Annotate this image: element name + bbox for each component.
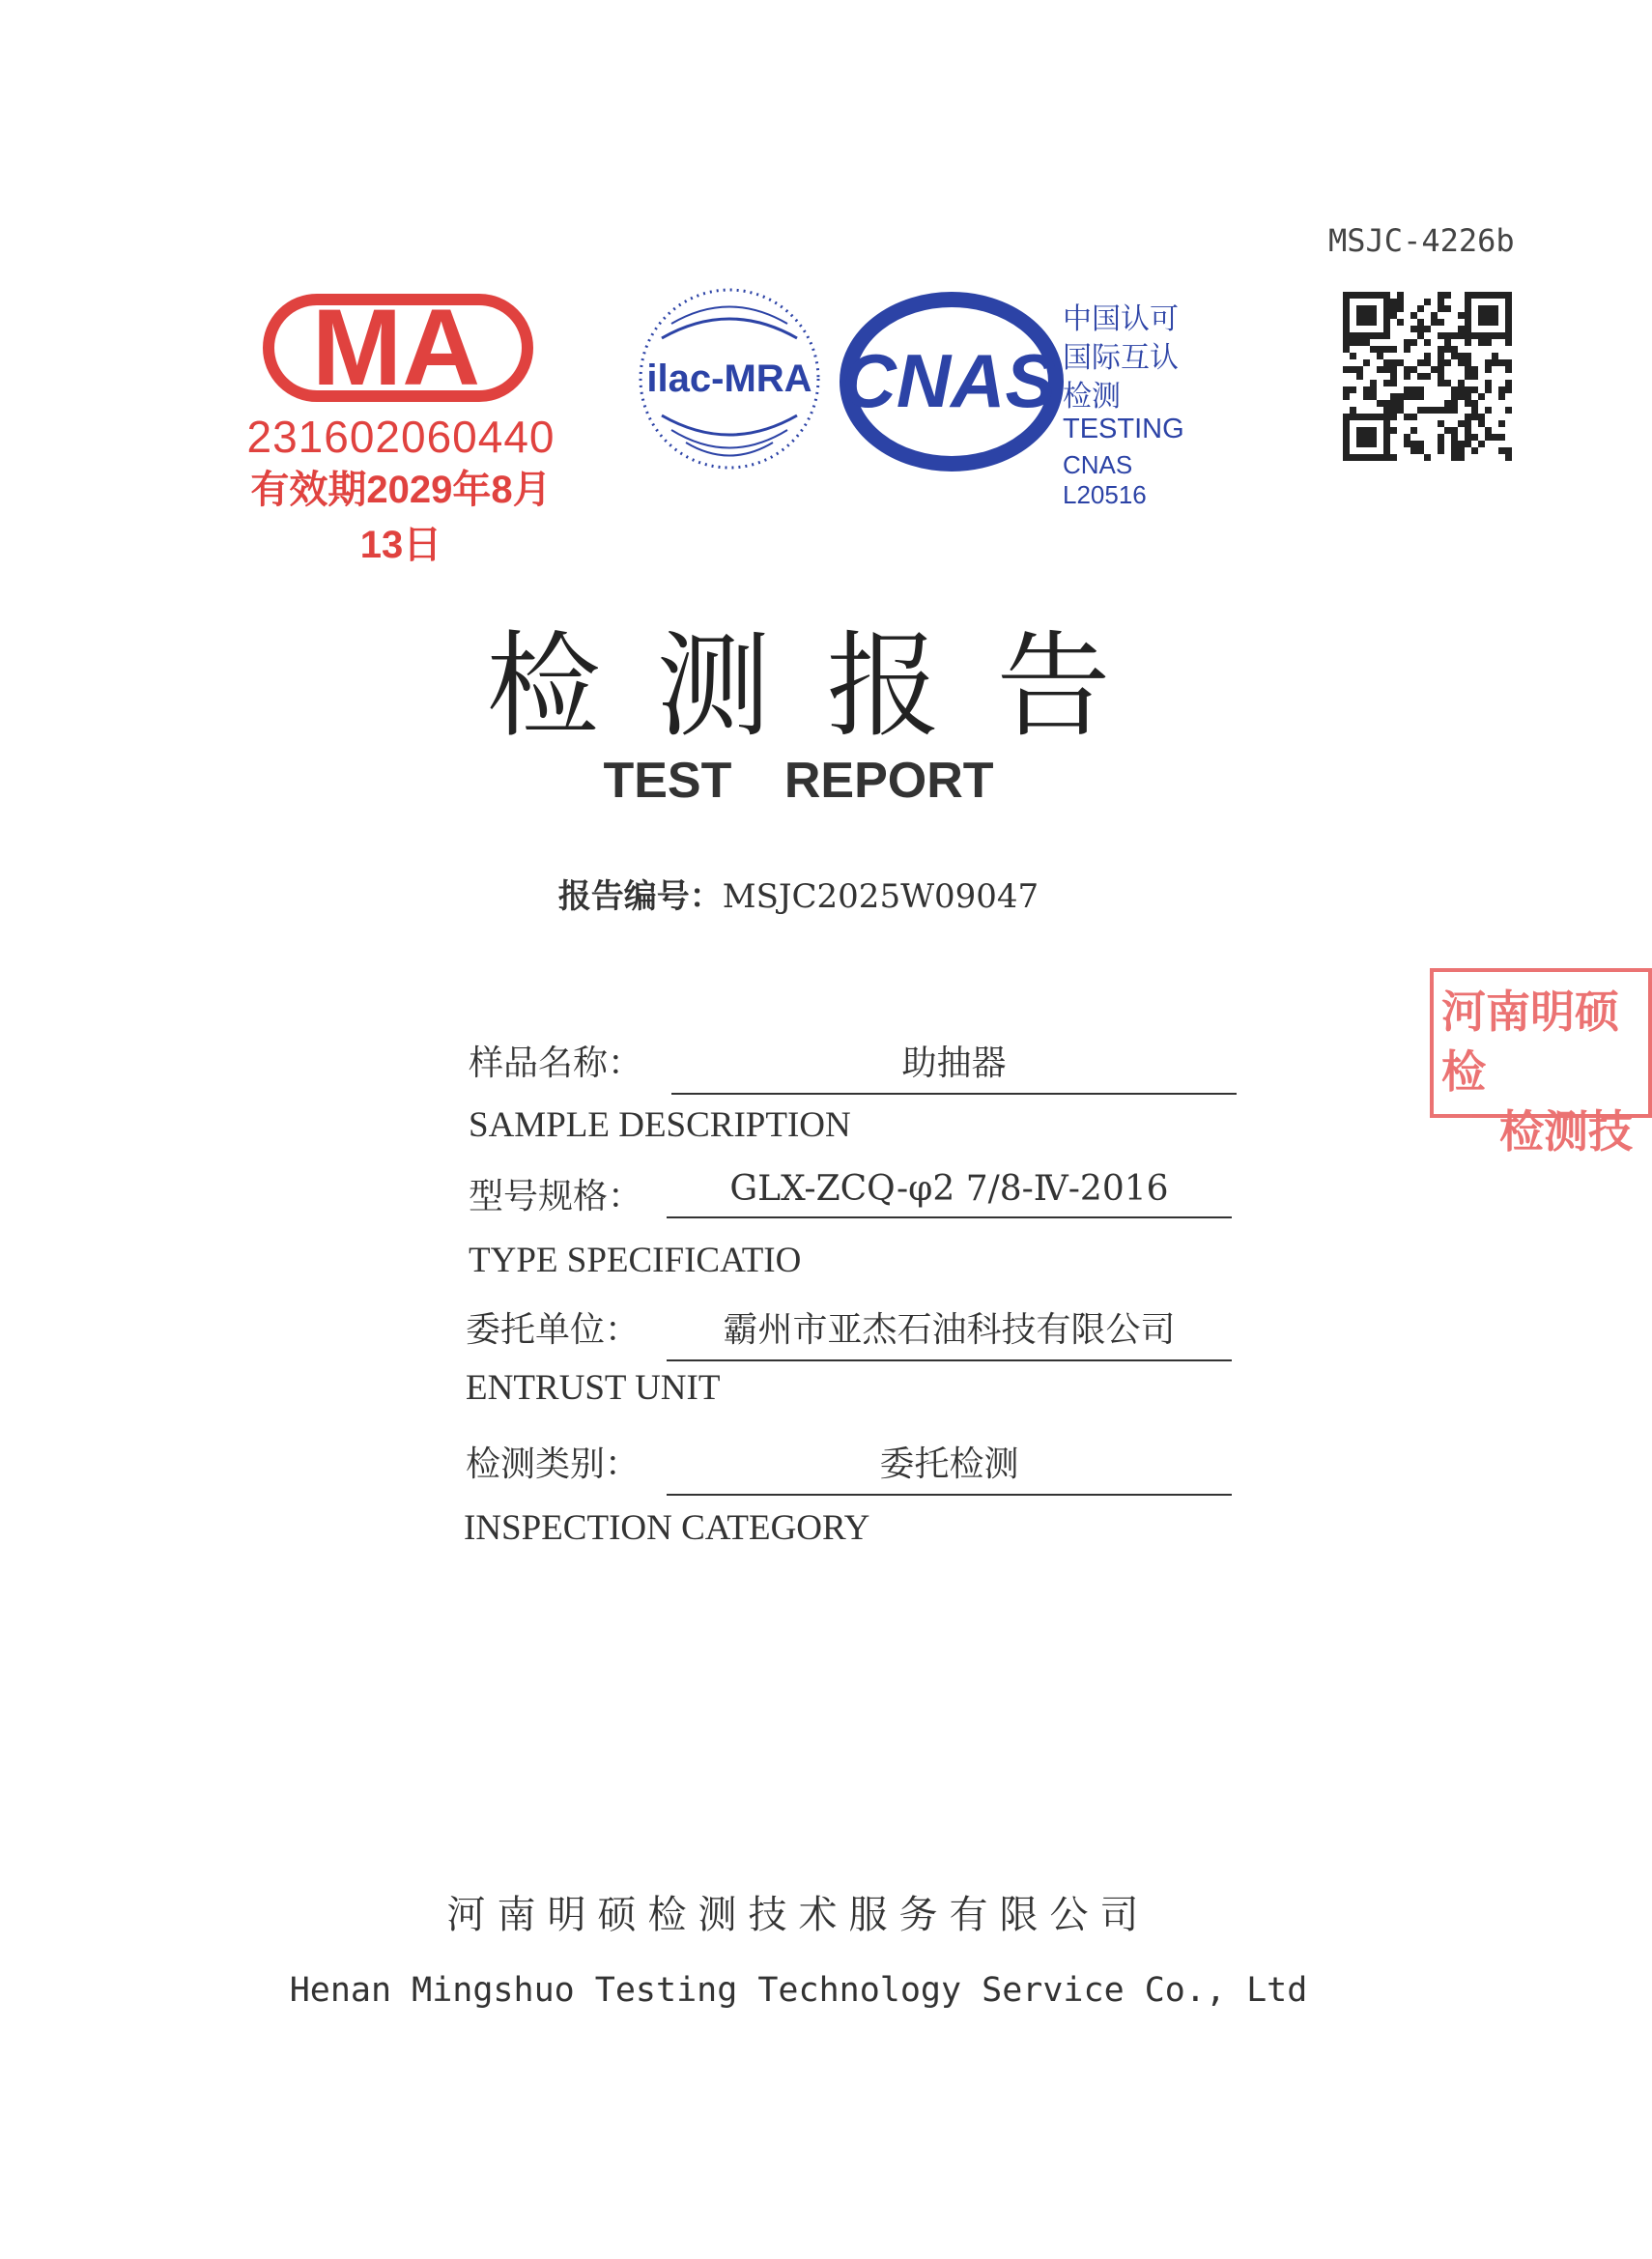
entrust-unit-value: 霸州市亚杰石油科技有限公司 [667,1302,1232,1361]
inspection-category-label-en: INSPECTION CATEGORY [464,1508,870,1548]
cnas-logo-text: CNAS [841,338,1056,423]
ilac-logo-text: ilac-MRA [646,357,812,400]
model-spec-value: GLX-ZCQ-φ2 7/8-Ⅳ-2016 [667,1169,1232,1218]
model-spec-label-en: TYPE SPECIFICATIO [469,1241,802,1280]
entrust-unit-label-en: ENTRUST UNIT [466,1368,721,1408]
inspection-category-label: 检测类别： [466,1444,641,1484]
page-title: 检测报告 [486,619,1167,753]
sample-name-label: 样品名称： [469,1044,643,1083]
cma-validity: 有效期2029年8月13日 [250,469,552,566]
entrust-unit-label: 委托单位： [466,1310,641,1350]
cnas-line-1: 中国认可 [1063,303,1179,335]
stamp-line-2: 检测技 [1499,1105,1633,1158]
report-number [0,870,1597,917]
sample-name-label-en: SAMPLE DESCRIPTION [469,1105,851,1145]
inspection-category-value: 委托检测 [667,1437,1232,1496]
cnas-line-3: 检测 [1063,381,1121,413]
cnas-logo [840,295,1063,469]
company-name-cn: 河南明硕检测技术服务有限公司 [446,1893,1151,1937]
cma-logo-text: MA [311,287,481,408]
company-name-en: Henan Mingshuo Testing Technology Service Co., Ltd [289,1971,1308,2010]
page-title-english: TEST REPORT [603,753,994,809]
qr-code-icon [1343,292,1512,461]
cnas-line-4: TESTING [1063,414,1184,444]
report-number-label: 报告编号： [557,877,723,916]
cnas-line-5: CNAS L20516 [1063,450,1147,509]
cnas-line-2: 国际互认 [1063,342,1179,374]
sample-name-value: 助抽器 [671,1036,1237,1095]
ilac-mra-logo [628,280,831,478]
stamp-line-1: 河南明硕检 [1441,986,1619,1098]
company-seal-stamp [1430,968,1652,1158]
report-number-value: MSJC2025W09047 [722,877,1040,916]
document-code: MSJC-4226b [1328,222,1515,259]
model-spec-label: 型号规格： [469,1177,643,1216]
cma-number: 231602060440 [246,412,555,462]
